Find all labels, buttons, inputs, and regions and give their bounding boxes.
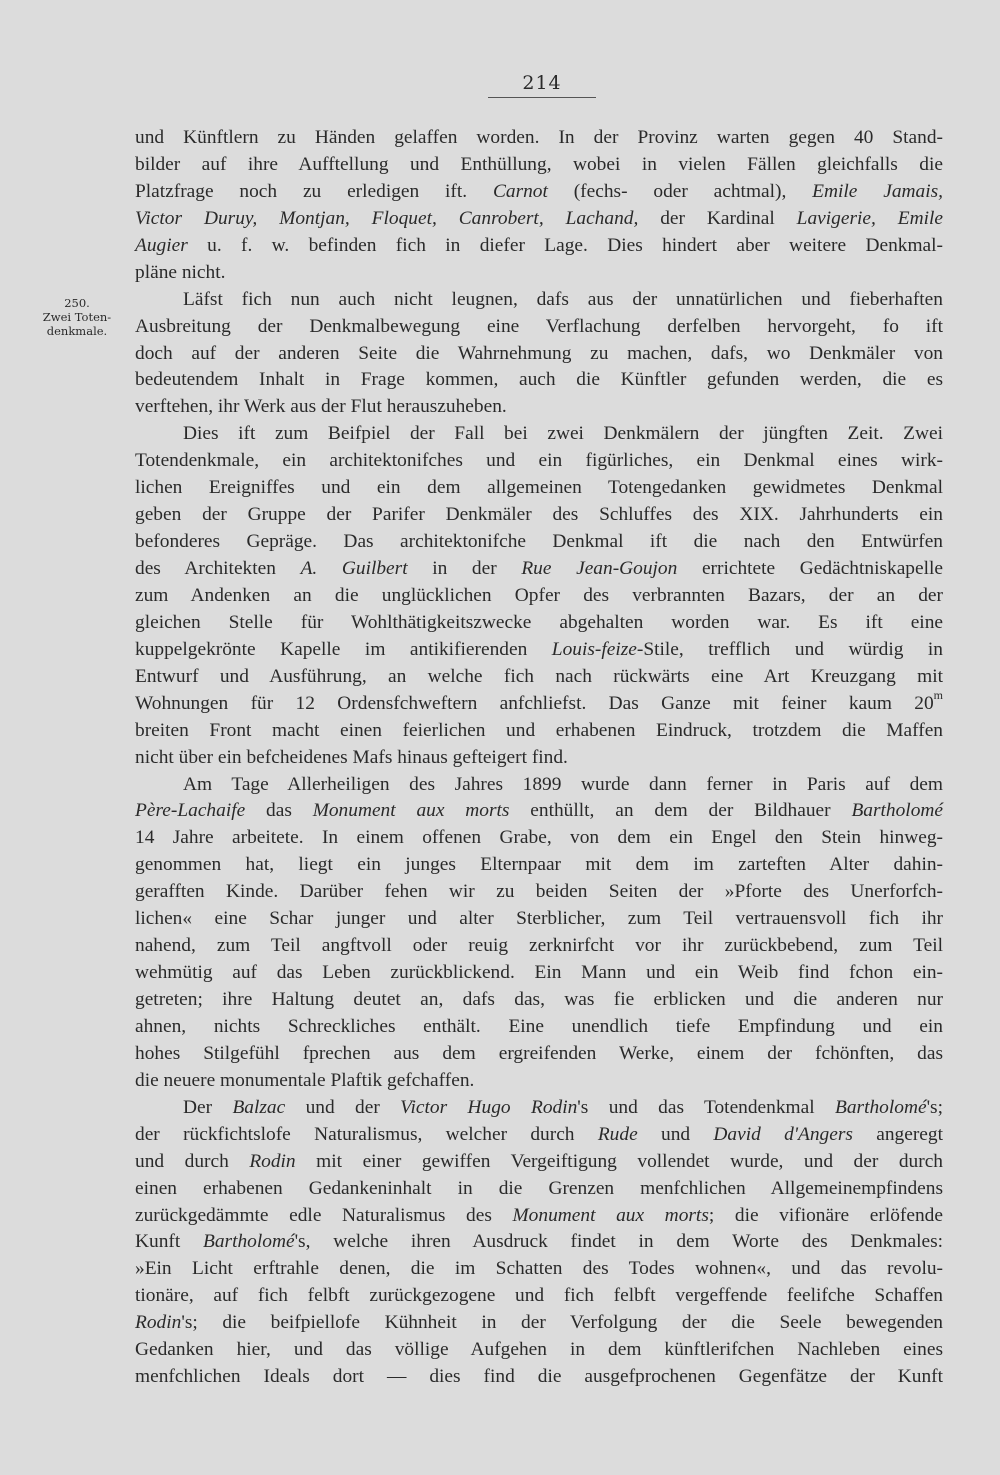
margin-note <box>22 296 132 338</box>
text-run: und durch <box>135 1150 250 1172</box>
text-run: 's; die beifpiellofe Kühnheit in der Verfolgung der die Seele bewegenden <box>181 1312 943 1334</box>
text-run: Platzfrage noch zu erledigen ift. <box>135 180 493 202</box>
margin-note-line: denkmale. <box>46 324 108 338</box>
italic-name: Balzac <box>232 1096 286 1118</box>
text-line <box>135 502 943 529</box>
text-line <box>135 1229 943 1256</box>
text-line <box>135 960 943 987</box>
text-run: bilder auf ihre Aufftellung und Enthüllung, wobei in vielen Fällen gleichfalls die <box>135 153 943 175</box>
text-run: -Stile, trefflich und würdig in <box>636 638 943 660</box>
text-run: Der <box>183 1096 233 1118</box>
text-run: Gedanken hier, und das völlige Aufgehen in dem künftlerifchen Nachleben eines <box>135 1339 943 1361</box>
text-line <box>135 260 943 287</box>
superscript-unit: m <box>933 687 943 702</box>
text-run: nahend, zum Teil angftvoll oder reuig zerknirfcht vor ihr zurückbebend, zum Teil <box>135 935 943 957</box>
text-line <box>135 179 943 206</box>
text-run: einen erhabenen Gedankeninhalt in die Grenzen menfchlichen Allgemeinempfindens <box>135 1177 943 1199</box>
text-line <box>135 906 943 933</box>
text-line <box>135 1364 943 1391</box>
text-line <box>135 367 943 394</box>
text-run: der Kardinal <box>638 207 797 229</box>
text-run: 14 Jahre arbeitete. In einem offenen Grabe, von dem ein Engel den Stein hinweg- <box>135 827 943 849</box>
italic-name: Carnot <box>492 180 548 202</box>
text-run: errichtete Gedächtniskapelle <box>677 558 943 579</box>
text-run: kuppelgekrönte Kapelle im antikifierenden <box>135 638 552 660</box>
text-run: und Künftlern zu Händen gelaffen worden. In der Provinz warten gegen 40 Stand- <box>135 127 943 148</box>
italic-name: Louis-feize <box>551 638 637 660</box>
page-number: 214 <box>488 72 596 98</box>
text-run: (fechs- oder achtmal), <box>547 180 813 202</box>
italic-name: Monument aux morts <box>512 1204 709 1226</box>
italic-name: Père-Lachaife <box>135 800 246 822</box>
text-run: Läfst fich nun auch nicht leugnen, dafs aus der unnatürlichen und fieberhaften <box>183 288 943 310</box>
text-run: 's und das Totendenkmal <box>577 1096 835 1118</box>
text-run: mit einer gewiffen Vergeiftigung vollendet wurde, und der durch <box>295 1150 943 1172</box>
text-run: u. f. w. befinden fich in diefer Lage. Dies hindert aber weitere Denkmal- <box>187 234 943 256</box>
text-line <box>135 529 943 556</box>
text-line <box>135 1095 943 1122</box>
text-line <box>135 1068 943 1095</box>
text-run: wehmütig auf das Leben zurückblickend. Ein Mann und ein Weib find fchon ein- <box>135 962 943 984</box>
text-line <box>135 206 943 233</box>
italic-name: Victor Duruy, Montjan, Floquet, Canrobert, Lachand, <box>135 207 639 229</box>
italic-name: A. Guilbert <box>300 558 408 579</box>
text-run: breiten Front macht einen feierlichen und erhabenen Eindruck, trotzdem die Maffen <box>135 719 943 741</box>
text-run: gerafften Kinde. Darüber fehen wir zu beiden Seiten der »Pforte des Unerforfch- <box>135 881 943 903</box>
text-run: ; die vifionäre erlöfende <box>708 1204 943 1226</box>
text-run: tionäre, auf fich felbft zurückgezogene und fich felbft vergeffende feelifche Schaffen <box>135 1285 943 1307</box>
text-line <box>135 394 943 421</box>
text-line <box>135 718 943 745</box>
text-run: geben der Gruppe der Parifer Denkmäler des Schluffes des XIX. Jahrhunderts ein <box>135 504 943 526</box>
text-line <box>135 772 943 799</box>
text-run: Entwurf und Ausführung, an welche fich nach rückwärts eine Art Kreuzgang mit <box>135 665 943 687</box>
text-line <box>135 125 943 152</box>
text-run: lichen Ereigniffes und ein dem allgemeinen Totengedanken gewidmetes Denkmal <box>135 477 943 499</box>
text-line <box>135 1041 943 1068</box>
text-run: 's; <box>926 1096 943 1118</box>
italic-name: Bartholomé <box>835 1096 927 1118</box>
text-run: gleichen Stelle für Wohlthätigkeitszwecke abgehalten worden war. Es ift eine <box>135 611 943 633</box>
text-run: pläne nicht. <box>135 261 226 283</box>
text-run: bedeutendem Inhalt in Frage kommen, auch die Künftler gefunden werden, die es <box>135 369 943 391</box>
text-run: 's, welche ihren Ausdruck findet in dem Worte des Denkmales: <box>294 1231 943 1253</box>
margin-note-number: 250. <box>64 296 90 310</box>
text-run: getreten; ihre Haltung deutet an, dafs das, was fie erblicken und die anderen nur <box>135 989 943 1010</box>
text-line <box>135 287 943 314</box>
text-line <box>135 879 943 906</box>
text-line <box>135 1149 943 1176</box>
italic-name: David d'Angers <box>713 1123 853 1145</box>
text-run: und <box>637 1123 714 1145</box>
text-line <box>135 152 943 179</box>
italic-name: Rude <box>597 1123 638 1145</box>
text-line <box>135 852 943 879</box>
text-run: ahnen, nichts Schreckliches enthält. Eine unendlich tiefe Empfindung und ein <box>135 1015 943 1037</box>
text-run: Kunft <box>135 1231 203 1253</box>
text-line <box>135 1203 943 1230</box>
text-line <box>135 1122 943 1149</box>
italic-name: Rodin <box>249 1150 296 1172</box>
text-line <box>135 637 943 664</box>
text-run: lichen« eine Schar junger und alter Sterblicher, zum Teil vertrauensvoll fich ihr <box>135 908 943 930</box>
italic-name: Bartholomé <box>203 1231 295 1253</box>
text-line <box>135 1337 943 1364</box>
text-run: befonderes Gepräge. Das architektonifche Denkmal ift die nach den Entwürfen <box>135 531 943 553</box>
text-run: Ausbreitung der Denkmalbewegung eine Verflachung derfelben hervorgeht, fo ift <box>135 315 943 337</box>
text-line <box>135 556 943 583</box>
text-line <box>135 233 943 260</box>
italic-name: Rodin <box>135 1312 182 1334</box>
text-run: Dies ift zum Beifpiel der Fall bei zwei Denkmälern der jüngften Zeit. Zwei <box>183 423 943 445</box>
text-run: in der <box>407 558 522 579</box>
text-run: der rückfichtslofe Naturalismus, welcher durch <box>135 1123 598 1145</box>
text-line <box>135 987 943 1014</box>
text-run: doch auf der anderen Seite die Wahrnehmung zu machen, dafs, wo Denkmäler von <box>135 342 943 364</box>
italic-name: Lavigerie, Emile <box>796 207 943 229</box>
italic-name: Monument aux morts <box>312 800 510 822</box>
text-line <box>135 1256 943 1283</box>
text-line <box>135 1014 943 1041</box>
text-line <box>135 475 943 502</box>
text-line <box>135 341 943 368</box>
text-line <box>135 421 943 448</box>
text-run: menfchlichen Ideals dort — dies find die ausgefprochenen Gegenfätze der Kunft <box>135 1366 943 1388</box>
text-line <box>135 745 943 772</box>
italic-name: Emile Jamais, <box>812 180 943 202</box>
text-line <box>135 664 943 691</box>
text-run: Wohnungen für 12 Ordensfchweftern anfchliefst. Das Ganze mit feiner kaum 20 <box>135 692 934 714</box>
body-text <box>135 125 943 1391</box>
text-line <box>135 1283 943 1310</box>
text-line <box>135 1310 943 1337</box>
text-run: Totendenkmale, ein architektonifches und ein figürliches, ein Denkmal eines wirk- <box>135 450 943 472</box>
text-run: nicht über ein befcheidenes Mafs hinaus gefteigert find. <box>135 746 568 768</box>
text-run: »Ein Licht erftrahle denen, die im Schatten des Todes wohnen«, und das revolu- <box>135 1258 943 1280</box>
italic-name: Bartholomé <box>851 800 943 822</box>
text-line <box>135 610 943 637</box>
text-line <box>135 314 943 341</box>
text-run: enthüllt, an dem der Bildhauer <box>509 800 852 822</box>
text-run: hohes Stilgefühl fprechen aus dem ergreifenden Werke, einem der fchönften, das <box>135 1042 943 1064</box>
text-run: Am Tage Allerheiligen des Jahres 1899 wurde dann ferner in Paris auf dem <box>183 773 943 795</box>
text-run: zurückgedämmte edle Naturalismus des <box>135 1204 513 1226</box>
italic-name: Rue Jean-Goujon <box>521 558 678 579</box>
text-line <box>135 687 943 718</box>
italic-name: Victor Hugo Rodin <box>400 1096 578 1118</box>
text-line <box>135 583 943 610</box>
text-run: verftehen, ihr Werk aus der Flut herauszuheben. <box>135 396 507 418</box>
text-run: die neuere monumentale Plaftik gefchaffen. <box>135 1069 475 1091</box>
italic-name: Augier <box>135 234 188 256</box>
text-run: des Architekten <box>135 558 301 579</box>
text-run: das <box>245 800 313 822</box>
margin-note-line: Zwei Toten- <box>42 310 112 324</box>
text-run: zum Andenken an die unglücklichen Opfer des verbrannten Bazars, der an der <box>135 584 943 606</box>
text-line <box>135 1176 943 1203</box>
text-run: angeregt <box>852 1123 943 1145</box>
text-run: genommen hat, liegt ein junges Elternpaar mit dem im zarteften Alter dahin- <box>135 854 943 876</box>
text-line <box>135 933 943 960</box>
text-line <box>135 798 943 825</box>
text-line <box>135 825 943 852</box>
text-line <box>135 448 943 475</box>
text-run: und der <box>285 1096 401 1118</box>
